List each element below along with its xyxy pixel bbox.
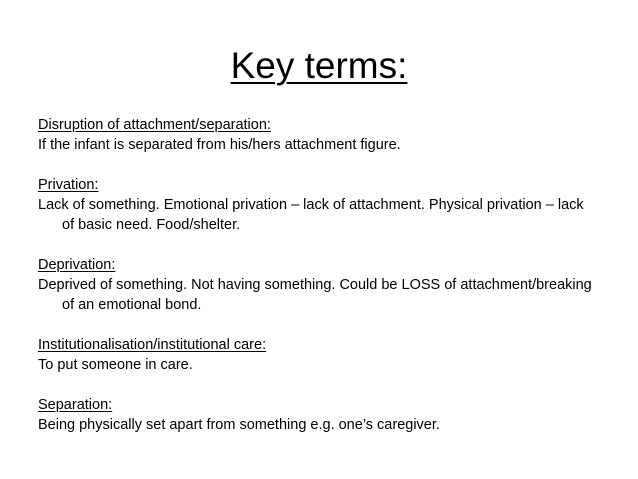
term-heading: Deprivation:: [38, 257, 116, 273]
term-definition: Deprived of something. Not having something. Could be LOSS of attachment/breaking of an emotional bond.: [38, 277, 592, 313]
term-definition: If the infant is separated from his/hers attachment figure.: [38, 137, 401, 153]
term-heading: Privation:: [38, 177, 99, 193]
term-heading: Separation:: [38, 397, 113, 413]
term-deprivation: [38, 255, 598, 315]
term-heading: Institutionalisation/institutional care:: [38, 337, 267, 353]
term-definition: Lack of something. Emotional privation – lack of attachment. Physical privation – lack of basic need. Food/shelter.: [38, 197, 584, 233]
term-disruption: [38, 115, 598, 155]
key-terms-list: [38, 115, 598, 455]
term-definition: To put someone in care.: [38, 357, 193, 373]
term-separation: [38, 395, 598, 435]
term-privation: [38, 175, 598, 235]
term-institutionalisation: [38, 335, 598, 375]
slide-title: Key terms:: [230, 45, 408, 86]
term-definition: Being physically set apart from something e.g. one’s caregiver.: [38, 417, 440, 433]
term-heading: Disruption of attachment/separation:: [38, 117, 271, 133]
